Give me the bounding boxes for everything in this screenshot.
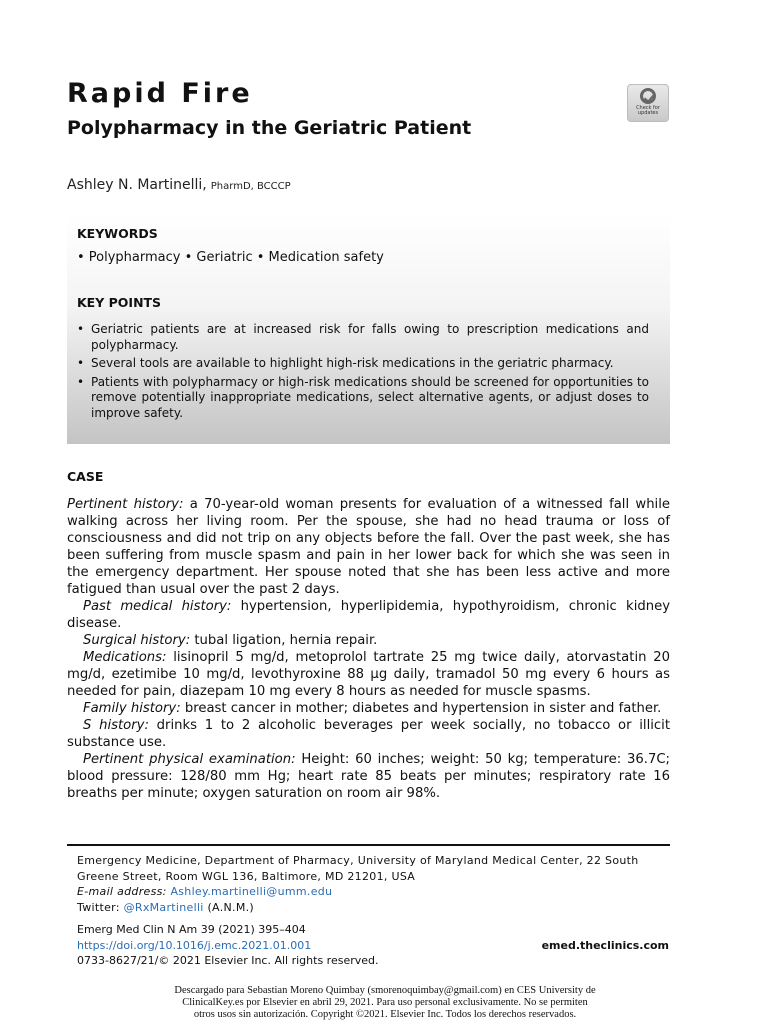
- key-point-item: • Several tools are available to highlight high-risk medications in the geriatric pharmacy.: [77, 356, 649, 372]
- citation-block: [77, 922, 669, 969]
- paragraph-label: Pertinent history:: [67, 497, 184, 512]
- email-line: [77, 884, 667, 900]
- journal-site[interactable]: emed.theclinics.com: [541, 938, 669, 952]
- twitter-label: Twitter:: [77, 900, 120, 914]
- key-point-item: • Geriatric patients are at increased risk for falls owing to prescription medications and polypharmacy.: [77, 322, 649, 353]
- case-paragraph: [67, 700, 670, 717]
- case-heading: CASE: [67, 469, 104, 484]
- paragraph-text: lisinopril 5 mg/d, metoprolol tartrate 25 mg twice daily, atorvastatin 20 mg/d, ezetimibe 10 mg/d, levothyroxine 88 μg daily, tramadol 50 mg every 6 hours as needed for pain, diazepam 10 mg every 8 hours as needed for muscle spasms.: [67, 650, 670, 699]
- keywords-heading: KEYWORDS: [77, 226, 158, 241]
- keywords-keypoints-box: [67, 214, 670, 444]
- doi-link[interactable]: https://doi.org/10.1016/j.emc.2021.01.001: [77, 938, 312, 952]
- check-updates-icon: [640, 88, 656, 104]
- author-name: Ashley N. Martinelli,: [67, 177, 207, 193]
- case-paragraph: [67, 717, 670, 751]
- affiliation-address: Emergency Medicine, Department of Pharmacy, University of Maryland Medical Center, 22 South Greene Street, Room WGL 136, Baltimore, MD 21201, USA: [77, 854, 639, 883]
- paragraph-label: Pertinent physical examination:: [83, 752, 296, 767]
- footer-line: ClinicalKey.es por Elsevier en abril 29, 2021. Para uso personal exclusivamente. No se permiten: [182, 997, 588, 1008]
- paragraph-text: tubal ligation, hernia repair.: [190, 633, 378, 648]
- paragraph-label: S history:: [83, 718, 149, 733]
- paragraph-text: hypertension, hyperlipidemia, hypothyroidism, chronic kidney disease.: [67, 599, 671, 631]
- author-line: [67, 177, 291, 193]
- keywords-list: • Polypharmacy • Geriatric • Medication safety: [77, 250, 384, 265]
- twitter-link[interactable]: @RxMartinelli: [123, 900, 204, 914]
- case-body: [67, 496, 670, 802]
- copyright-line: 0733-8627/21/© 2021 Elsevier Inc. All rights reserved.: [77, 954, 379, 967]
- paragraph-label: Surgical history:: [83, 633, 191, 648]
- key-point-item: • Patients with polypharmacy or high-risk medications should be screened for opportunities to remove potentially inappropriate medications, select alternative agents, or adjust doses to improve safety.: [77, 375, 649, 422]
- badge-label: Check for updates: [636, 105, 660, 116]
- case-paragraph: [67, 649, 670, 700]
- case-paragraph: [67, 598, 670, 632]
- key-points-list: [77, 322, 649, 424]
- paragraph-text: a 70-year-old woman presents for evaluation of a witnessed fall while walking across her living room. Per the spouse, she had no head trauma or loss of consciousness and did not trip on any objects before the fall. Over the past week, she has been suffering from muscle spasm and pain in her lower back for which she was seen in the emergency department. Her spouse noted that she has been less active and more fatigued than usual over the past 2 days.: [67, 497, 670, 597]
- footnote-divider: [67, 844, 670, 846]
- twitter-suffix: (A.N.M.): [207, 900, 254, 914]
- paragraph-text: breast cancer in mother; diabetes and hypertension in sister and father.: [180, 701, 662, 716]
- paragraph-text: drinks 1 to 2 alcoholic beverages per week socially, no tobacco or illicit substance use.: [67, 718, 670, 750]
- paragraph-label: Medications:: [83, 650, 167, 665]
- series-title: Rapid Fire: [67, 78, 253, 109]
- journal-citation: Emerg Med Clin N Am 39 (2021) 395–404: [77, 923, 306, 936]
- paragraph-label: Past medical history:: [83, 599, 232, 614]
- footer-line: otros usos sin autorización. Copyright ©2021. Elsevier Inc. Todos los derechos reservados.: [193, 1009, 577, 1020]
- author-credentials: PharmD, BCCCP: [210, 181, 291, 192]
- check-for-updates-badge[interactable]: [627, 84, 669, 122]
- email-link[interactable]: Ashley.martinelli@umm.edu: [170, 885, 333, 898]
- footer-line: Descargado para Sebastian Moreno Quimbay (smorenoquimbay@gmail.com) en CES University de: [174, 985, 596, 996]
- email-label: E-mail address:: [77, 885, 167, 898]
- key-points-heading: KEY POINTS: [77, 295, 162, 310]
- paragraph-label: Family history:: [83, 701, 181, 716]
- case-paragraph: [67, 751, 670, 802]
- download-footer: [100, 985, 670, 1021]
- paragraph-text: Height: 60 inches; weight: 50 kg; temperature: 36.7C; blood pressure: 128/80 mm Hg; heart rate 85 beats per minutes; respiratory rate 16 breaths per minute; oxygen saturation on room air 98%.: [67, 752, 670, 801]
- case-paragraph: [67, 632, 670, 649]
- case-paragraph: [67, 496, 670, 598]
- affiliation-block: [77, 853, 667, 915]
- twitter-line: [77, 900, 667, 916]
- article-title: Polypharmacy in the Geriatric Patient: [67, 117, 472, 139]
